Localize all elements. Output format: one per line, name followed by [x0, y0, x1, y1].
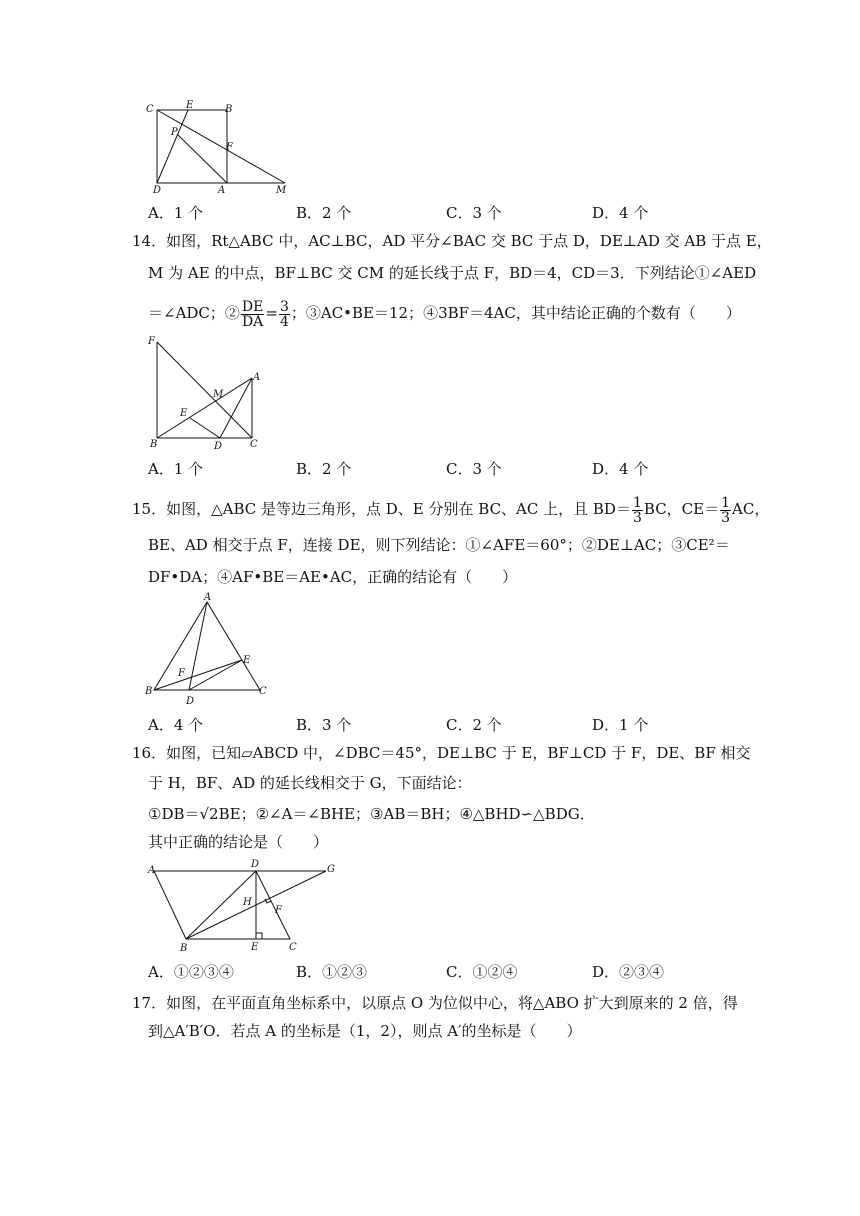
- q16-option-a[interactable]: A．①②③④: [148, 963, 234, 981]
- q16-line4: 其中正确的结论是（ ）: [148, 833, 329, 851]
- figure-13: [140, 98, 300, 196]
- q16-line2: 于 H，BF、AD 的延长线相交于 G，下面结论：: [148, 774, 472, 792]
- label-f: F: [226, 142, 233, 153]
- label-e: E: [186, 100, 194, 111]
- q14-option-c[interactable]: C．3 个: [446, 460, 502, 478]
- q13-option-a[interactable]: A．1 个: [148, 204, 204, 222]
- q15-line3: DF•DA；④AF•BE＝AE•AC，正确的结论有（ ）: [148, 568, 518, 586]
- label-d: D: [153, 185, 162, 196]
- q13-option-c[interactable]: C．3 个: [446, 204, 502, 222]
- label-m: M: [276, 185, 287, 196]
- svg-text:B: B: [150, 439, 158, 450]
- svg-text:A: A: [253, 372, 261, 383]
- svg-text:A: A: [148, 865, 156, 876]
- svg-text:G: G: [327, 864, 335, 875]
- q16-option-d[interactable]: D．②③④: [592, 963, 665, 981]
- q16-options: [148, 961, 708, 981]
- svg-text:E: E: [180, 408, 188, 419]
- svg-text:D: D: [186, 696, 195, 707]
- svg-text:D: D: [214, 441, 223, 452]
- svg-text:M: M: [213, 389, 224, 400]
- label-p: P: [171, 127, 178, 138]
- q13-option-b[interactable]: B．2 个: [296, 204, 352, 222]
- svg-text:C: C: [250, 439, 258, 450]
- q14-fraction-de-da: $\frac{DE}{DA}$: [241, 298, 264, 330]
- q15-line1: 15．如图，△ABC 是等边三角形，点 D、E 分别在 BC、AC 上，且 BD＝ $\frac{1}{3}$ BC，CE＝ $\frac{1}{3}$ AC，: [132, 494, 770, 526]
- q14-fraction-3-4: $\frac{3}{4}$: [279, 298, 289, 330]
- label-b: B: [225, 104, 233, 115]
- q15-option-c[interactable]: C．2 个: [446, 716, 502, 734]
- svg-text:E: E: [251, 942, 259, 953]
- q15-option-d[interactable]: D．1 个: [592, 716, 649, 734]
- svg-text:F: F: [148, 336, 155, 347]
- q14-line3: ＝∠ADC；② $\frac{DE}{DA}$ = $\frac{3}{4}$ ；③AC•BE＝12；④3BF＝4AC，其中结论正确的个数有（ ）: [148, 298, 741, 330]
- q17-line1: 17．如图，在平面直角坐标系中，以原点 O 为位似中心，将△ABO 扩大到原来的 2 倍，得: [132, 994, 738, 1012]
- q15-option-b[interactable]: B．3 个: [296, 716, 352, 734]
- svg-text:F: F: [275, 905, 282, 916]
- svg-text:H: H: [243, 897, 252, 908]
- q14-line2: M 为 AE 的中点，BF⊥BC 交 CM 的延长线于点 F，BD＝4，CD＝3．下列结论①∠AED: [148, 264, 757, 282]
- q14-option-a[interactable]: A．1 个: [148, 460, 204, 478]
- q16-option-b[interactable]: B．①②③: [296, 963, 368, 981]
- q15-options: [148, 714, 708, 734]
- q16-line1: 16．如图，已知▱ABCD 中，∠DBC＝45°，DE⊥BC 于 E，BF⊥CD 于 F，DE、BF 相交: [132, 744, 751, 762]
- svg-text:B: B: [180, 943, 188, 954]
- q14-option-d[interactable]: D．4 个: [592, 460, 649, 478]
- label-a: A: [218, 185, 226, 196]
- svg-text:E: E: [243, 655, 251, 666]
- q14-option-b[interactable]: B．2 个: [296, 460, 352, 478]
- q15-option-a[interactable]: A．4 个: [148, 716, 204, 734]
- svg-text:C: C: [289, 942, 297, 953]
- q14-options: [148, 458, 708, 478]
- figure-16: [140, 855, 350, 955]
- svg-text:F: F: [178, 668, 185, 679]
- figure-14: [140, 330, 270, 455]
- q16-option-c[interactable]: C．①②④: [446, 963, 518, 981]
- q13-option-d[interactable]: D．4 个: [592, 204, 649, 222]
- q13-options: [148, 202, 708, 222]
- svg-text:C: C: [259, 686, 267, 697]
- figure-15: [140, 590, 280, 708]
- q14-line1: 14．如图，Rt△ABC 中，AC⊥BC，AD 平分∠BAC 交 BC 于点 D，DE⊥AD 交 AB 于点 E，: [132, 232, 772, 250]
- label-c: C: [146, 104, 154, 115]
- svg-text:B: B: [145, 686, 153, 697]
- q15-line2: BE、AD 相交于点 F，连接 DE，则下列结论：①∠AFE＝60°；②DE⊥AC；③CE²＝: [148, 536, 730, 554]
- q17-line2: 到△A′B′O．若点 A 的坐标是（1，2），则点 A′的坐标是（ ）: [148, 1022, 582, 1040]
- svg-text:D: D: [251, 859, 260, 870]
- svg-text:A: A: [204, 592, 212, 603]
- q16-line3: ①DB＝√2BE；②∠A＝∠BHE；③AB＝BH；④△BHD∽△BDG．: [148, 805, 595, 823]
